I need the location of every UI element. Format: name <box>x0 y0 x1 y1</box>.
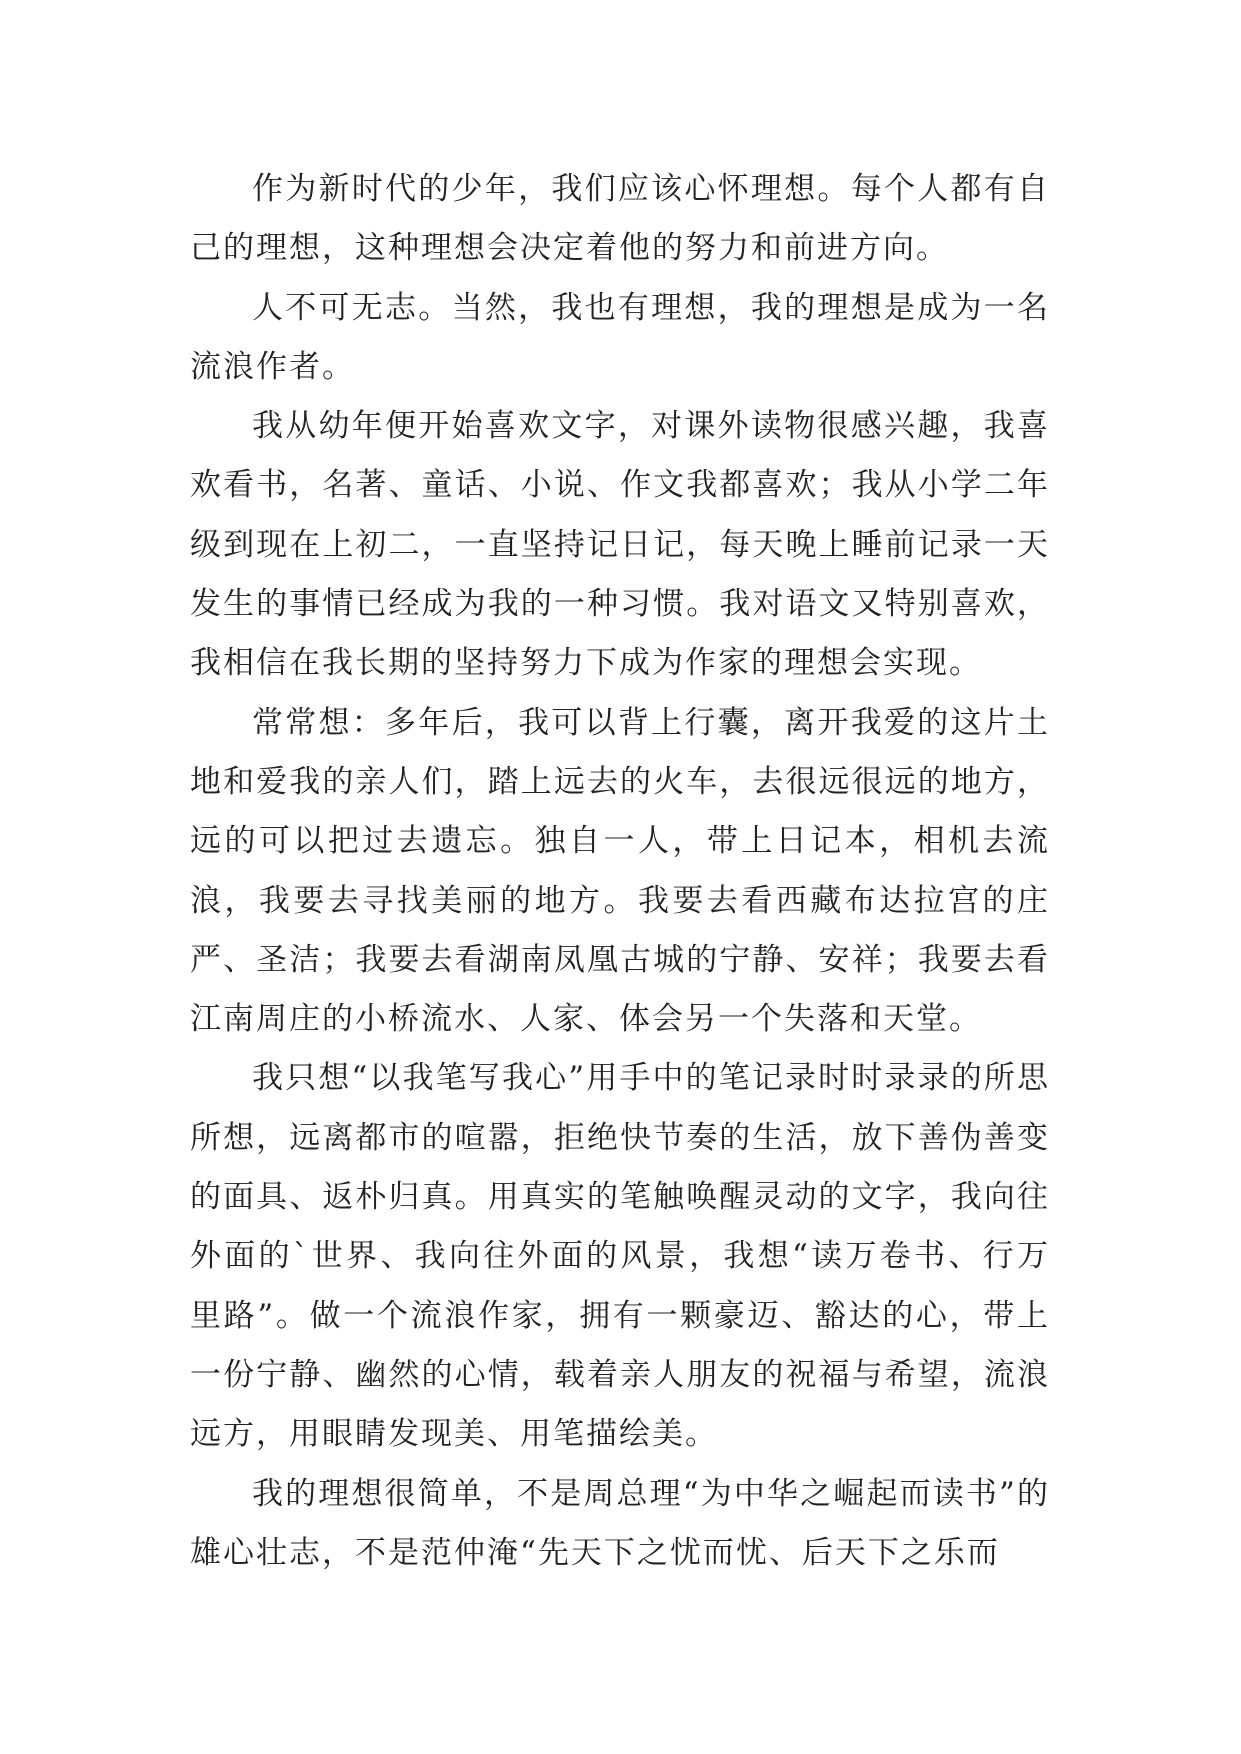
paragraph-6: 我的理想很简单，不是周总理“为中华之崛起而读书”的雄心壮志，不是范仲淹“先天下之忧而忧、后天下之乐而 <box>190 1475 1050 1571</box>
paragraph-5: 我只想“以我笔写我心”用手中的笔记录时时录录的所思所想，远离都市的喧嚣，拒绝快节奏的生活，放下善伪善变的面具、返朴归真。用真实的笔触唤醒灵动的文字，我向往外面的`世界、我向往外面的风景，我想“读万卷书、行万里路”。做一个流浪作家，拥有一颗豪迈、豁达的心，带上一份宁静、幽然的心情，载着亲人朋友的祝福与希望，流浪远方，用眼睛发现美、用笔描绘美。 <box>190 1060 1050 1453</box>
paragraph-2: 人不可无志。当然，我也有理想，我的理想是成为一名流浪作者。 <box>190 289 1050 385</box>
document-body <box>190 160 1050 1583</box>
paragraph-4: 常常想：多年后，我可以背上行囊，离开我爱的这片土地和爱我的亲人们，踏上远去的火车，去很远很远的地方，远的可以把过去遗忘。独自一人，带上日记本，相机去流浪，我要去寻找美丽的地方。我要去看西藏布达拉宫的庄严、圣洁；我要去看湖南凤凰古城的宁静、安祥；我要去看江南周庄的小桥流水、人家、体会另一个失落和天堂。 <box>190 704 1050 1038</box>
paragraph-3: 我从幼年便开始喜欢文字，对课外读物很感兴趣，我喜欢看书，名著、童话、小说、作文我都喜欢；我从小学二年级到现在上初二，一直坚持记日记，每天晚上睡前记录一天发生的事情已经成为我的一种习惯。我对语文又特别喜欢，我相信在我长期的坚持努力下成为作家的理想会实现。 <box>190 408 1050 682</box>
paragraph-1: 作为新时代的少年，我们应该心怀理想。每个人都有自己的理想，这种理想会决定着他的努力和前进方向。 <box>190 171 1050 267</box>
